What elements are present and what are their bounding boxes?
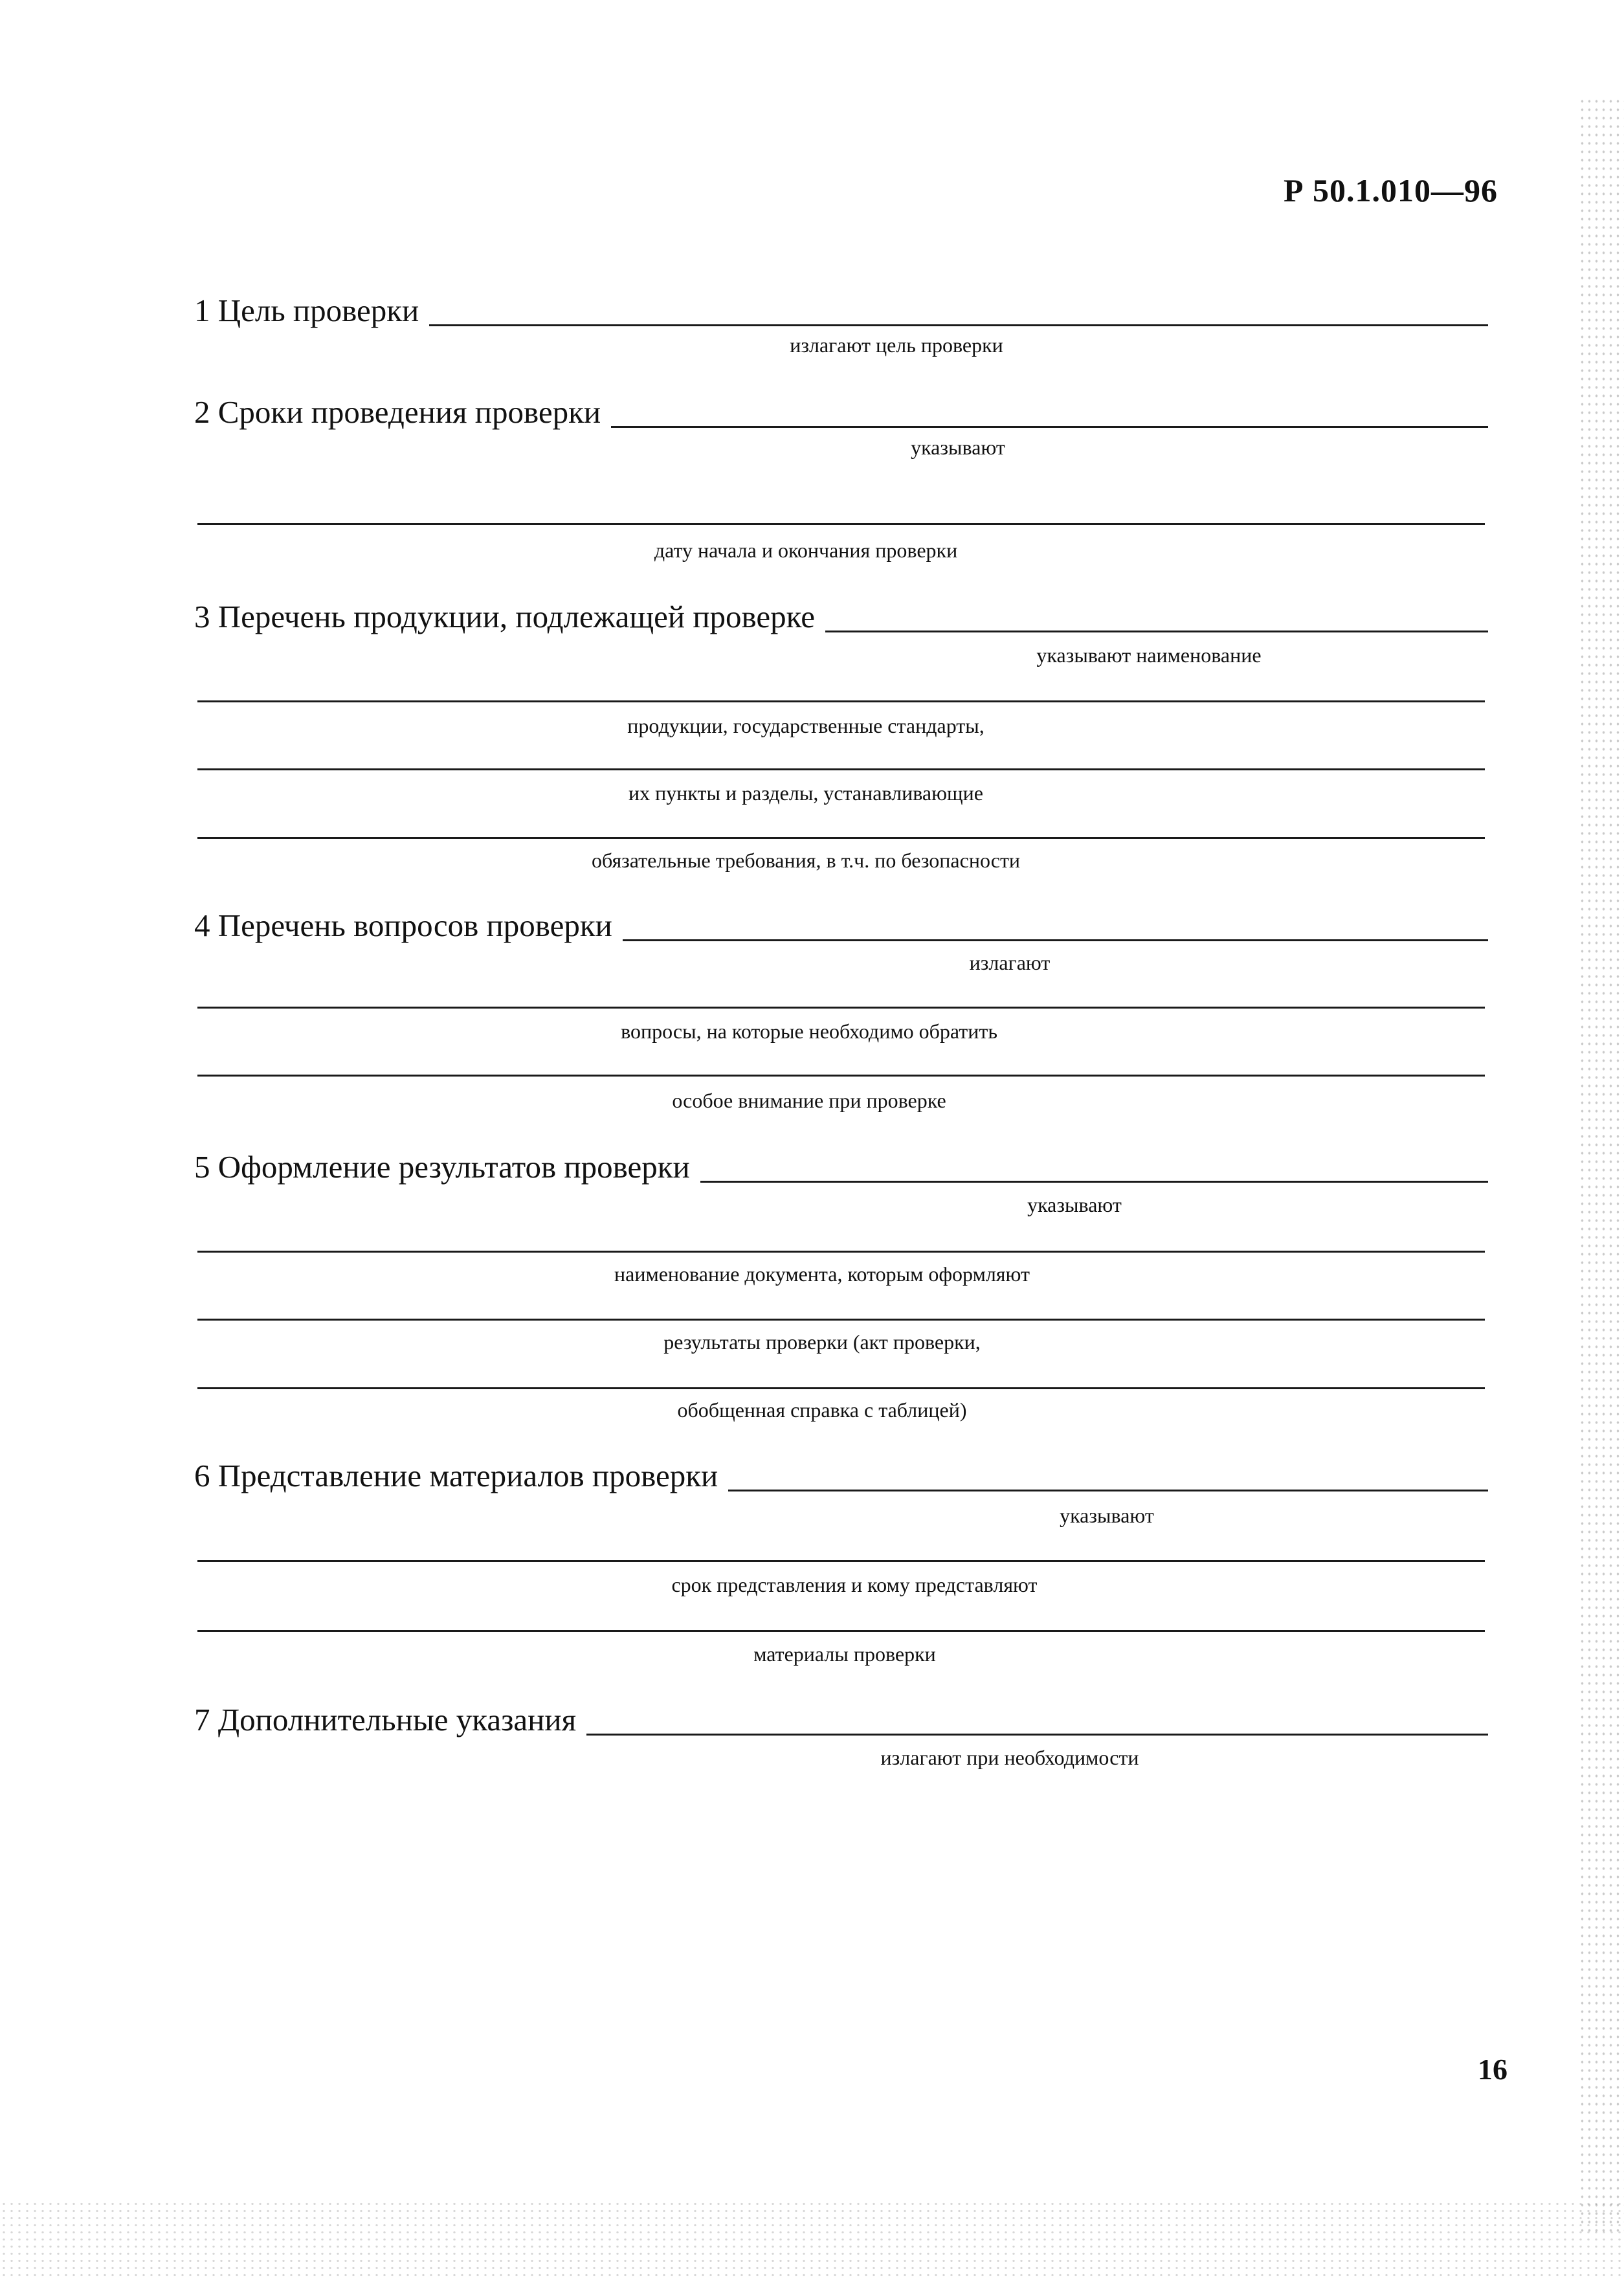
section-3-hint-4: обязательные требования, в т.ч. по безопасности	[591, 849, 1021, 872]
section-6-title: 6 Представление материалов проверки	[194, 1458, 718, 1493]
section-5-hint-1: указывают	[1027, 1193, 1122, 1216]
section-7-hint-1: излагают при необходимости	[880, 1746, 1139, 1769]
section-2-hint-2: дату начала и окончания проверки	[654, 539, 958, 562]
section-1-title: 1 Цель проверки	[194, 293, 419, 328]
section-7-fill-line[interactable]	[586, 1710, 1488, 1736]
section-3-rule-2[interactable]	[197, 768, 1485, 770]
section-5-rule-3[interactable]	[197, 1387, 1485, 1389]
section-3-hint-3: их пункты и разделы, устанавливающие	[628, 781, 983, 805]
section-5-hint-3: результаты проверки (акт проверки,	[663, 1330, 981, 1354]
section-3-fill-line[interactable]	[825, 607, 1488, 632]
section-2-title: 2 Сроки проведения проверки	[194, 394, 601, 430]
section-6-rule-2[interactable]	[197, 1630, 1485, 1632]
section-1-hint: излагают цель проверки	[790, 333, 1003, 357]
section-4-rule-2[interactable]	[197, 1075, 1485, 1077]
page-number: 16	[1478, 2053, 1507, 2086]
section-3-heading	[194, 601, 1488, 632]
section-4-hint-3: особое внимание при проверке	[672, 1089, 946, 1112]
section-2-rule-1[interactable]	[197, 523, 1485, 525]
section-6-hint-3: материалы проверки	[753, 1642, 936, 1666]
scan-noise-right	[1579, 97, 1624, 2233]
section-4-title: 4 Перечень вопросов проверки	[194, 908, 612, 943]
section-4-heading	[194, 910, 1488, 941]
section-4-hint-2: вопросы, на которые необходимо обратить	[621, 1020, 997, 1043]
section-4-rule-1[interactable]	[197, 1007, 1485, 1009]
section-4-hint-1: излагают	[969, 951, 1051, 974]
section-2-fill-line[interactable]	[611, 403, 1488, 428]
section-5-rule-2[interactable]	[197, 1319, 1485, 1321]
section-5-heading	[194, 1151, 1488, 1183]
section-5-hint-2: наименование документа, которым оформляют	[614, 1262, 1030, 1286]
section-4-fill-line[interactable]	[623, 916, 1488, 941]
document-code: Р 50.1.010—96	[1283, 172, 1498, 208]
scan-noise-bottom	[0, 2200, 1624, 2278]
section-6-fill-line[interactable]	[728, 1466, 1488, 1491]
section-1-fill-line[interactable]	[429, 301, 1488, 326]
section-3-rule-1[interactable]	[197, 700, 1485, 702]
section-7-title: 7 Дополнительные указания	[194, 1702, 577, 1737]
section-5-title: 5 Оформление результатов проверки	[194, 1149, 690, 1185]
section-5-hint-4: обобщенная справка с таблицей)	[677, 1398, 967, 1422]
section-6-rule-1[interactable]	[197, 1560, 1485, 1562]
section-7-heading	[194, 1704, 1488, 1736]
section-5-fill-line[interactable]	[700, 1157, 1488, 1183]
section-6-heading	[194, 1460, 1488, 1491]
section-1-heading	[194, 295, 1488, 326]
section-6-hint-1: указывают	[1060, 1504, 1154, 1527]
section-3-rule-3[interactable]	[197, 837, 1485, 839]
section-2-heading	[194, 396, 1488, 428]
section-5-rule-1[interactable]	[197, 1251, 1485, 1253]
section-3-hint-1: указывают наименование	[1036, 643, 1262, 667]
section-3-title: 3 Перечень продукции, подлежащей проверке	[194, 599, 815, 634]
section-6-hint-2: срок представления и кому представляют	[671, 1573, 1038, 1596]
section-3-hint-2: продукции, государственные стандарты,	[627, 714, 984, 737]
section-2-hint-1: указывают	[911, 436, 1005, 459]
